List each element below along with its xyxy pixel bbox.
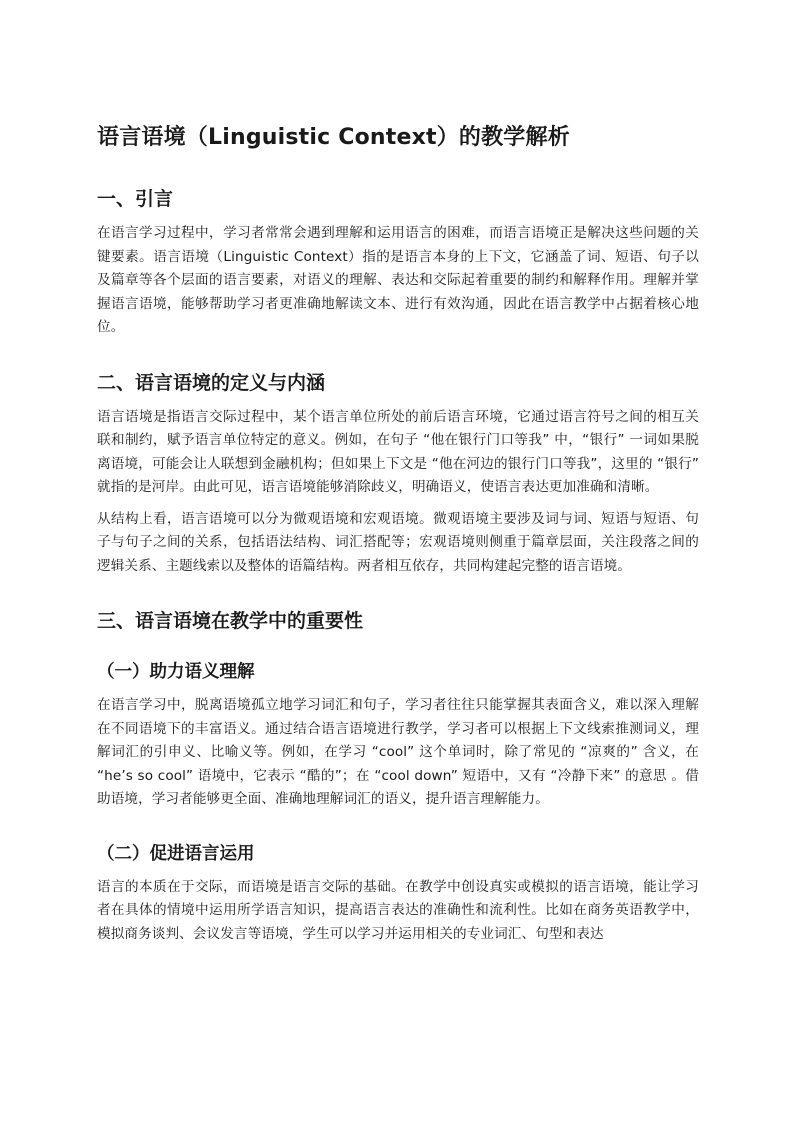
paragraph-definition-2: 从结构上看，语言语境可以分为微观语境和宏观语境。微观语境主要涉及词与词、短语与短语、句子与句子之间的关系，包括语法结构、词汇搭配等；宏观语境则侧重于篇章层面，关注段落之间的逻辑关系、主题线索以及整体的语篇结构。两者相互依存，共同构建起完整的语言语境。: [97, 510, 699, 574]
section-heading-introduction: 一、引言: [97, 188, 174, 210]
section-heading-importance: 三、语言语境在教学中的重要性: [97, 610, 364, 632]
paragraph-introduction: 在语言学习过程中，学习者常常会遇到理解和运用语言的困难，而语言语境正是解决这些问题的关键要素。语言语境（Linguistic Context）指的是语言本身的上下文，它涵盖了词、短语、句子以及篇章等各个层面的语言要素，对语义的理解、表达和交际起着重要的制约和解释作用。理解并掌握语言语境，能够帮助学习者更准确地解读文本、进行有效沟通，因此在语言教学中占据着核心地位。: [97, 225, 699, 335]
document-title: 语言语境（Linguistic Context）的教学解析: [97, 125, 570, 150]
subsection-heading-semantic: （一）助力语义理解: [97, 662, 255, 682]
paragraph-definition-1: 语言语境是指语言交际过程中，某个语言单位所处的前后语言环境，它通过语言符号之间的相互关联和制约，赋予语言单位特定的意义。例如，在句子 “他在银行门口等我” 中，“银行” 一词如果脱离语境，可能会让人联想到金融机构；但如果上下文是 “他在河边的银行门口等我”，这里的 “银行” 就指的是河岸。由此可见，语言语境能够消除歧义，明确语义，使语言表达更加准确和清晰。: [97, 408, 699, 495]
paragraph-usage: 语言的本质在于交际，而语境是语言交际的基础。在教学中创设真实或模拟的语言语境，能让学习者在具体的情境中运用所学语言知识，提高语言表达的准确性和流利性。比如在商务英语教学中，模拟商务谈判、会议发言等语境，学生可以学习并运用相关的专业词汇、句型和表达: [97, 878, 699, 942]
paragraph-semantic: 在语言学习中，脱离语境孤立地学习词汇和句子，学习者往往只能掌握其表面含义，难以深入理解在不同语境下的丰富语义。通过结合语言语境进行教学，学习者可以根据上下文线索推测词义，理解词汇的引申义、比喻义等。例如，在学习 “cool” 这个单词时，除了常见的 “凉爽的” 含义，在 “he’s so cool” 语境中，它表示 “酷的”；在 “cool down” 短语中，又有 “冷静下来” 的意思 。借助语境，学习者能够更全面、准确地理解词汇的语义，提升语言理解能力。: [97, 697, 699, 807]
section-heading-definition: 二、语言语境的定义与内涵: [97, 371, 326, 394]
subsection-heading-usage: （二）促进语言运用: [97, 843, 255, 864]
